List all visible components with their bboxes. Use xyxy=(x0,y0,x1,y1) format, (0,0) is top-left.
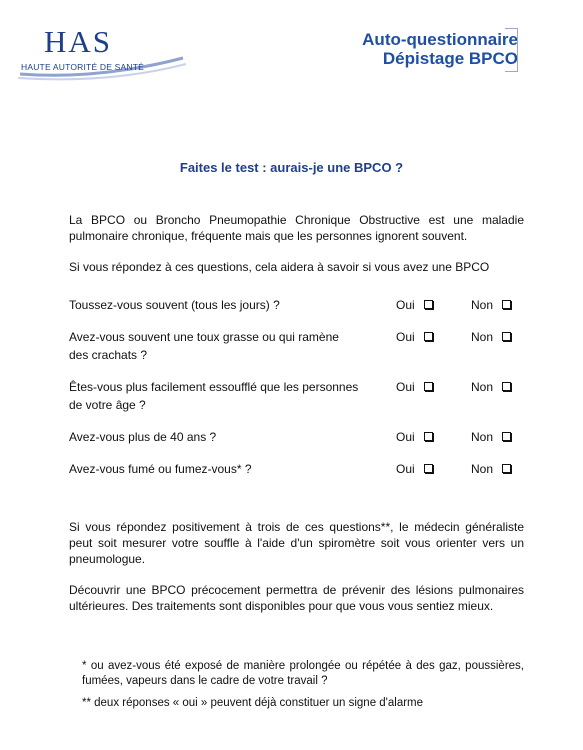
q5-no-option[interactable] xyxy=(471,462,511,476)
no-label: Non xyxy=(471,330,494,344)
no-label: Non xyxy=(471,298,494,312)
question-1: Toussez-vous souvent (tous les jours) ? xyxy=(69,298,280,312)
q4-no-option[interactable] xyxy=(471,430,511,444)
logo-subtitle: HAUTE AUTORITÉ DE SANTÉ xyxy=(21,62,144,72)
title-line-1: Auto-questionnaire xyxy=(362,30,518,49)
footnote-2: ** deux réponses « oui » peuvent déjà constituer un signe d'alarme xyxy=(82,697,424,709)
document-title xyxy=(362,30,518,68)
title-line-2: Dépistage BPCO xyxy=(382,49,518,68)
checkbox-icon[interactable] xyxy=(502,332,511,341)
checkbox-icon[interactable] xyxy=(502,464,511,473)
checkbox-icon[interactable] xyxy=(424,382,433,391)
no-label: Non xyxy=(471,462,494,476)
checkbox-icon[interactable] xyxy=(424,332,433,341)
q1-yes-option[interactable] xyxy=(396,298,433,312)
footnote-1: * ou avez-vous été exposé de manière prolongée ou répétée à des gaz, poussières, fumées, vapeurs dans le cadre de votre travail ? xyxy=(82,660,524,687)
checkbox-icon[interactable] xyxy=(502,382,511,391)
yes-label: Oui xyxy=(396,298,415,312)
checkbox-icon[interactable] xyxy=(502,300,511,309)
q4-yes-option[interactable] xyxy=(396,430,433,444)
intro-paragraph-2: Si vous répondez à ces questions, cela aidera à savoir si vous avez une BPCO xyxy=(69,260,490,274)
has-logo xyxy=(18,22,188,92)
question-4: Avez-vous plus de 40 ans ? xyxy=(69,430,217,444)
page-headline: Faites le test : aurais-je une BPCO ? xyxy=(179,160,404,175)
q3-yes-option[interactable] xyxy=(396,380,433,394)
q1-no-option[interactable] xyxy=(471,298,511,312)
q2-no-option[interactable] xyxy=(471,330,511,344)
yes-label: Oui xyxy=(396,462,415,476)
checkbox-icon[interactable] xyxy=(424,432,433,441)
q2-yes-option[interactable] xyxy=(396,330,433,344)
question-3: Êtes-vous plus facilement essoufflé que les personnes de votre âge ? xyxy=(69,380,359,412)
yes-label: Oui xyxy=(396,380,415,394)
question-2: Avez-vous souvent une toux grasse ou qui ramène des crachats ? xyxy=(69,330,339,362)
intro-paragraph-1: La BPCO ou Broncho Pneumopathie Chronique Obstructive est une maladie pulmonaire chronique, fréquente mais que les personnes ignorent souvent. xyxy=(69,213,524,243)
checkbox-icon[interactable] xyxy=(424,300,433,309)
checkbox-icon[interactable] xyxy=(424,464,433,473)
checkbox-icon[interactable] xyxy=(502,432,511,441)
yes-label: Oui xyxy=(396,330,415,344)
q5-yes-option[interactable] xyxy=(396,462,433,476)
no-label: Non xyxy=(471,380,494,394)
q3-no-option[interactable] xyxy=(471,380,511,394)
conclusion-paragraph-1: Si vous répondez positivement à trois de ces questions**, le médecin généraliste peut soit mesurer votre souffle à l'aide d'un spiromètre soit vous orienter vers un pneumologue. xyxy=(69,520,524,566)
conclusion-paragraph-2: Découvrir une BPCO précocement permettra de prévenir des lésions pulmonaires ultérieures. Des traitements sont disponibles pour que vous vous sentiez mieux. xyxy=(69,583,524,613)
question-5: Avez-vous fumé ou fumez-vous* ? xyxy=(69,462,252,476)
no-label: Non xyxy=(471,430,494,444)
title-frame xyxy=(505,28,518,72)
logo-text: HAS xyxy=(44,24,113,59)
yes-label: Oui xyxy=(396,430,415,444)
